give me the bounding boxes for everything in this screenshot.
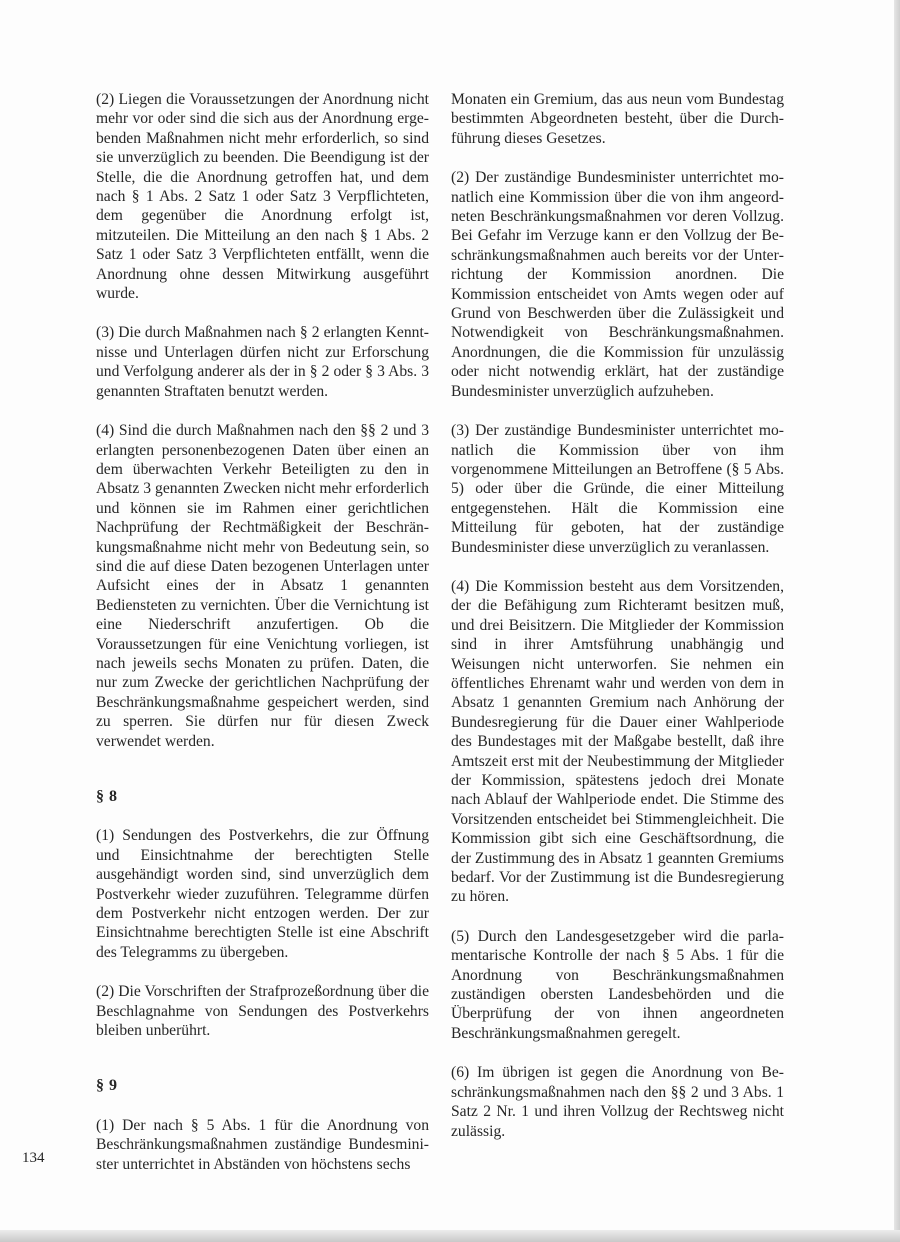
right-column <box>451 90 784 1161</box>
paragraph-9-1: (1) Der nach § 5 Abs. 1 für die Anordnung von Beschränkungsmaßnahmen zuständige Bundesminister unterrichtet in Abständen von höchstens sechs <box>96 1116 429 1173</box>
paragraph-9-6: (6) Im übrigen ist gegen die Anordnung von Beschränkungsmaßnahmen nach den §§ 2 und 3 Abs. 1 Satz 2 Nr. 1 und ihren Vollzug der Rechtsweg nicht zulässig. <box>451 1064 784 1140</box>
paragraph-7-3: (3) Die durch Maßnahmen nach § 2 erlangten Kenntnisse und Unterlagen dürfen nicht zur Erforschung und Verfolgung anderer als der in § 2 oder § 3 Abs. 3 genannten Straftaten benutzt werden. <box>96 324 429 400</box>
paragraph-9-3: (3) Der zuständige Bundesminister unterrichtet monatlich die Kommission über von ihm vorgenommene Mitteilungen an Betroffene (§ 5 Abs. 5) oder über die Gründe, die einer Mitteilung entgegenstehen. Hält die Kommission eine Mitteilung für geboten, hat der zuständige Bundesminister diese unverzüglich zu veranlassen. <box>451 422 784 556</box>
paragraph-8-1: (1) Sendungen des Postverkehrs, die zur Öffnung und Einsichtnahme der berechtigten Stelle ausgehändigt worden sind, sind unverzüglich dem Postverkehr wieder zuzuführen. Telegramme dürfen dem Postverkehr nicht entzogen werden. Der zur Einsichtnahme berechtigten Stelle ist eine Abschrift des Telegramms zu übergeben. <box>96 827 429 961</box>
page-number: 134 <box>22 1150 45 1166</box>
paragraph-9-1-continued: Monaten ein Gremium, das aus neun vom Bundestag bestimmten Abgeordneten besteht, über die Durchführung dieses Gesetzes. <box>451 91 784 147</box>
page-edge-shadow-right <box>894 0 900 1242</box>
page-edge-shadow-bottom <box>0 1230 900 1242</box>
section-heading-8: § 8 <box>96 788 118 805</box>
paragraph-7-4: (4) Sind die durch Maßnahmen nach den §§ 2 und 3 erlangten personenbezogenen Daten über einen an dem überwachten Verkehr Beteiligten zu den in Absatz 3 genannten Zwecken nicht mehr erforderlich und können sie im Rahmen einer gerichtlichen Nachprüfung der Rechtmäßigkeit der Beschränkungsmaßnahme nicht mehr von Bedeutung sein, so sind die auf diese Daten bezogenen Unterlagen unter Aufsicht eines der in Absatz 1 genannten Bediensteten zu vernichten. Über die Vernichtung ist eine Niederschrift anzufertigen. Ob die Voraussetzungen für eine Venichtung vorliegen, ist nach jeweils sechs Monaten zu prüfen. Daten, die nur zum Zwecke der gerichtlichen Nachprüfung der Beschränkungsmaßnahme gespeichert werden, sind zu sperren. Sie dürfen nur für diesen Zweck verwendet werden. <box>96 422 429 750</box>
left-column <box>96 90 429 1194</box>
paragraph-9-4: (4) Die Kommission besteht aus dem Vorsitzenden, der die Befähigung zum Richteramt besitzen muß, und drei Beisitzern. Die Mitglieder der Kommission sind in ihrer Amtsführung unabhängig und Weisungen nicht unterworfen. Sie nehmen ein öffentliches Ehrenamt wahr und werden von dem in Absatz 1 genannten Gremium nach Anhörung der Bundesregierung für die Dauer einer Wahlperiode des Bundestages mit der Maßgabe bestellt, daß ihre Amtszeit erst mit der Neubestimmung der Mitglieder der Kommission, spätestens jedoch drei Monate nach Ablauf der Wahlperiode endet. Die Stimme des Vorsitzenden entscheidet bei Stimmengleichheit. Die Kommission gibt sich eine Geschäftsordnung, die der Zustimmung des in Absatz 1 geannten Gremiums bedarf. Vor der Zustimmung ist die Bundesregierung zu hören. <box>451 577 784 906</box>
section-heading-9: § 9 <box>96 1077 118 1095</box>
paragraph-9-5: (5) Durch den Landesgesetzgeber wird die parlamentarische Kontrolle der nach § 5 Abs. 1 für die Anordnung von Beschränkungsmaßnahmen zuständigen obersten Landesbehörden und die Überprüfung der von ihnen angeordneten Beschränkungsmaßnahmen geregelt. <box>451 927 784 1042</box>
paragraph-8-2: (2) Die Vorschriften der Strafprozeßordnung über die Beschlagnahme von Sendungen des Postverkehrs bleiben unberührt. <box>96 983 429 1040</box>
paragraph-9-2: (2) Der zuständige Bundesminister unterrichtet monatlich eine Kommission über die von ihm angeordneten Beschränkungsmaßnahmen vor deren Vollzug. Bei Gefahr im Verzuge kann er den Vollzug der Beschränkungsmaßnahmen auch bereits vor der Unterrichtung der Kommission anordnen. Die Kommission entscheidet von Amts wegen oder auf Grund von Beschwerden über die Zulässigkeit und Notwendigkeit von Beschränkungsmaßnahmen. Anordnungen, die die Kommission für unzulässig oder nicht notwendig erklärt, hat der zuständige Bundesminister unverzüglich aufzuheben. <box>451 169 784 400</box>
paragraph-7-2: (2) Liegen die Voraussetzungen der Anordnung nicht mehr vor oder sind die sich aus der Anordnung ergebenden Maßnahmen nicht mehr erforderlich, so sind sie unverzüglich zu beenden. Die Beendigung ist der Stelle, die die Anordnung getroffen hat, und dem nach § 1 Abs. 2 Satz 1 oder Satz 3 Verpflichteten, dem gegenüber die Anordnung erfolgt ist, mitzuteilen. Die Mitteilung an den nach § 1 Abs. 2 Satz 1 oder Satz 3 Verpflichteten entfällt, wenn die Anordnung ohne dessen Mitwirkung ausgeführt wurde. <box>96 91 429 303</box>
